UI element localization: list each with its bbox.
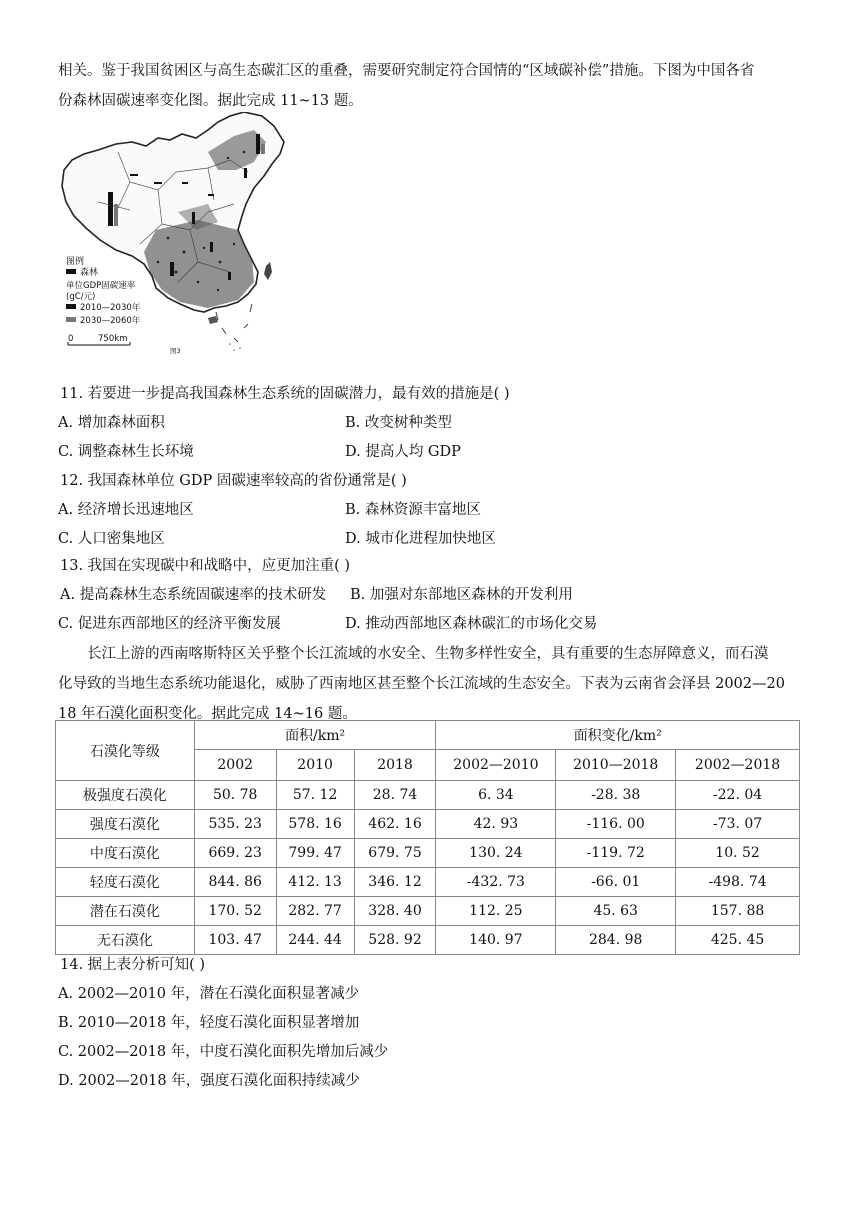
value-cell: 528. 92 bbox=[354, 926, 436, 955]
change-header: 面积变化/km² bbox=[436, 721, 800, 750]
q13-option-d[interactable]: D. 推动西部地区森林碳汇的市场化交易 bbox=[345, 616, 598, 632]
year-col: 2018 bbox=[354, 750, 436, 781]
value-cell: 669. 23 bbox=[194, 839, 276, 868]
table-row bbox=[56, 781, 800, 810]
grade-cell: 中度石漠化 bbox=[56, 839, 195, 868]
bar-heilongjiang bbox=[256, 134, 260, 154]
value-cell: 10. 52 bbox=[676, 839, 800, 868]
value-cell: 284. 98 bbox=[556, 926, 676, 955]
q11-option-c[interactable]: C. 调整森林生长环境 bbox=[58, 444, 194, 460]
table-row bbox=[56, 926, 800, 955]
area-header: 面积/km² bbox=[194, 721, 436, 750]
q12-option-a[interactable]: A. 经济增长迅速地区 bbox=[58, 502, 194, 518]
scale-distance: 750km bbox=[98, 334, 128, 344]
value-cell: 244. 44 bbox=[276, 926, 354, 955]
q14-option-c[interactable]: C. 2002—2018 年，中度石漠化面积先增加后减少 bbox=[58, 1044, 389, 1060]
q14-option-b[interactable]: B. 2010—2018 年，轻度石漠化面积显著增加 bbox=[58, 1015, 360, 1031]
legend-period-2: 2030—2060年 bbox=[80, 316, 141, 326]
grade-cell: 无石漠化 bbox=[56, 926, 195, 955]
value-cell: -119. 72 bbox=[556, 839, 676, 868]
intro-2-line-3: 18 年石漠化面积变化。据此完成 14~16 题。 bbox=[58, 706, 357, 722]
value-cell: 328. 40 bbox=[354, 897, 436, 926]
figure-caption: 图3 bbox=[170, 347, 181, 355]
value-cell: 103. 47 bbox=[194, 926, 276, 955]
q13-option-c[interactable]: C. 促进东西部地区的经济平衡发展 bbox=[58, 616, 281, 632]
value-cell: 6. 34 bbox=[436, 781, 556, 810]
value-cell: 130. 24 bbox=[436, 839, 556, 868]
grade-header: 石漠化等级 bbox=[56, 721, 195, 781]
table-row bbox=[56, 839, 800, 868]
q14-option-a[interactable]: A. 2002—2010 年，潜在石漠化面积显著减少 bbox=[58, 986, 360, 1002]
year-col: 2010 bbox=[276, 750, 354, 781]
grade-cell: 强度石漠化 bbox=[56, 810, 195, 839]
intro-paragraph-2 bbox=[58, 639, 802, 729]
value-cell: 157. 88 bbox=[676, 897, 800, 926]
value-cell: -73. 07 bbox=[676, 810, 800, 839]
table-row bbox=[56, 897, 800, 926]
table-row bbox=[56, 868, 800, 897]
q12-option-d[interactable]: D. 城市化进程加快地区 bbox=[345, 531, 496, 547]
q13-option-a[interactable]: A. 提高森林生态系统固碳速率的技术研发 bbox=[60, 587, 327, 603]
intro-1-line-1: 相关。鉴于我国贫困区与高生态碳汇区的重叠，需要研究制定符合国情的“区域碳补偿”措施。下图为中国各省 bbox=[58, 63, 755, 79]
value-cell: 140. 97 bbox=[436, 926, 556, 955]
year-col: 2002 bbox=[194, 750, 276, 781]
q11-option-b[interactable]: B. 改变树种类型 bbox=[345, 415, 452, 431]
change-col: 2002—2010 bbox=[436, 750, 556, 781]
value-cell: 28. 74 bbox=[354, 781, 436, 810]
legend-forest: 森林 bbox=[80, 268, 99, 278]
grade-cell: 轻度石漠化 bbox=[56, 868, 195, 897]
table-body bbox=[56, 781, 800, 955]
value-cell: 346. 12 bbox=[354, 868, 436, 897]
q12-option-c[interactable]: C. 人口密集地区 bbox=[58, 531, 165, 547]
value-cell: 45. 63 bbox=[556, 897, 676, 926]
value-cell: 679. 75 bbox=[354, 839, 436, 868]
value-cell: -432. 73 bbox=[436, 868, 556, 897]
value-cell: 578. 16 bbox=[276, 810, 354, 839]
question-13-stem: 13. 我国在实现碳中和战略中，应更加注重( ) bbox=[60, 558, 351, 574]
question-14-stem: 14. 据上表分析可知( ) bbox=[60, 957, 206, 973]
value-cell: 799. 47 bbox=[276, 839, 354, 868]
value-cell: 535. 23 bbox=[194, 810, 276, 839]
intro-paragraph-1 bbox=[58, 56, 802, 116]
change-col: 2002—2018 bbox=[676, 750, 800, 781]
value-cell: -22. 04 bbox=[676, 781, 800, 810]
intro-2-line-2: 化导致的当地生态系统功能退化，威胁了西南地区甚至整个长江流域的生态安全。下表为云南省会泽县 2002—20 bbox=[58, 676, 785, 692]
value-cell: -28. 38 bbox=[556, 781, 676, 810]
q11-option-d[interactable]: D. 提高人均 GDP bbox=[345, 444, 461, 460]
value-cell: 57. 12 bbox=[276, 781, 354, 810]
q13-option-b[interactable]: B. 加强对东部地区森林的开发利用 bbox=[350, 587, 573, 603]
value-cell: 50. 78 bbox=[194, 781, 276, 810]
q14-option-d[interactable]: D. 2002—2018 年，强度石漠化面积持续减少 bbox=[58, 1073, 360, 1089]
china-forest-carbon-map bbox=[58, 112, 298, 357]
value-cell: 42. 93 bbox=[436, 810, 556, 839]
table-row bbox=[56, 810, 800, 839]
bar-xizang bbox=[108, 192, 113, 226]
question-12-stem: 12. 我国森林单位 GDP 固碳速率较高的省份通常是( ) bbox=[60, 473, 407, 489]
intro-1-line-2: 份森林固碳速率变化图。据此完成 11~13 题。 bbox=[58, 93, 363, 109]
intro-2-line-1: 长江上游的西南喀斯特区关乎整个长江流域的水安全、生物多样性安全，具有重要的生态屏障意义，而石漠 bbox=[87, 646, 769, 662]
map-figure bbox=[58, 112, 298, 357]
q12-option-b[interactable]: B. 森林资源丰富地区 bbox=[345, 502, 481, 518]
value-cell: -498. 74 bbox=[676, 868, 800, 897]
q11-option-a[interactable]: A. 增加森林面积 bbox=[58, 415, 165, 431]
value-cell: 412. 13 bbox=[276, 868, 354, 897]
value-cell: 112. 25 bbox=[436, 897, 556, 926]
question-11-stem: 11. 若要进一步提高我国森林生态系统的固碳潜力，最有效的措施是( ) bbox=[60, 386, 510, 402]
value-cell: 425. 45 bbox=[676, 926, 800, 955]
value-cell: 170. 52 bbox=[194, 897, 276, 926]
scale-zero: 0 bbox=[68, 334, 74, 344]
legend-rate-unit: (gC/元) bbox=[66, 292, 96, 302]
legend-rate-label: 单位GDP固碳速率 bbox=[66, 281, 136, 291]
legend-period-1: 2010—2030年 bbox=[80, 303, 141, 313]
legend-title: 图例 bbox=[66, 257, 85, 267]
value-cell: 462. 16 bbox=[354, 810, 436, 839]
rocky-desertification-table bbox=[55, 720, 800, 955]
value-cell: -66. 01 bbox=[556, 868, 676, 897]
change-col: 2010—2018 bbox=[556, 750, 676, 781]
grade-cell: 极强度石漠化 bbox=[56, 781, 195, 810]
value-cell: 282. 77 bbox=[276, 897, 354, 926]
value-cell: 844. 86 bbox=[194, 868, 276, 897]
grade-cell: 潜在石漠化 bbox=[56, 897, 195, 926]
value-cell: -116. 00 bbox=[556, 810, 676, 839]
